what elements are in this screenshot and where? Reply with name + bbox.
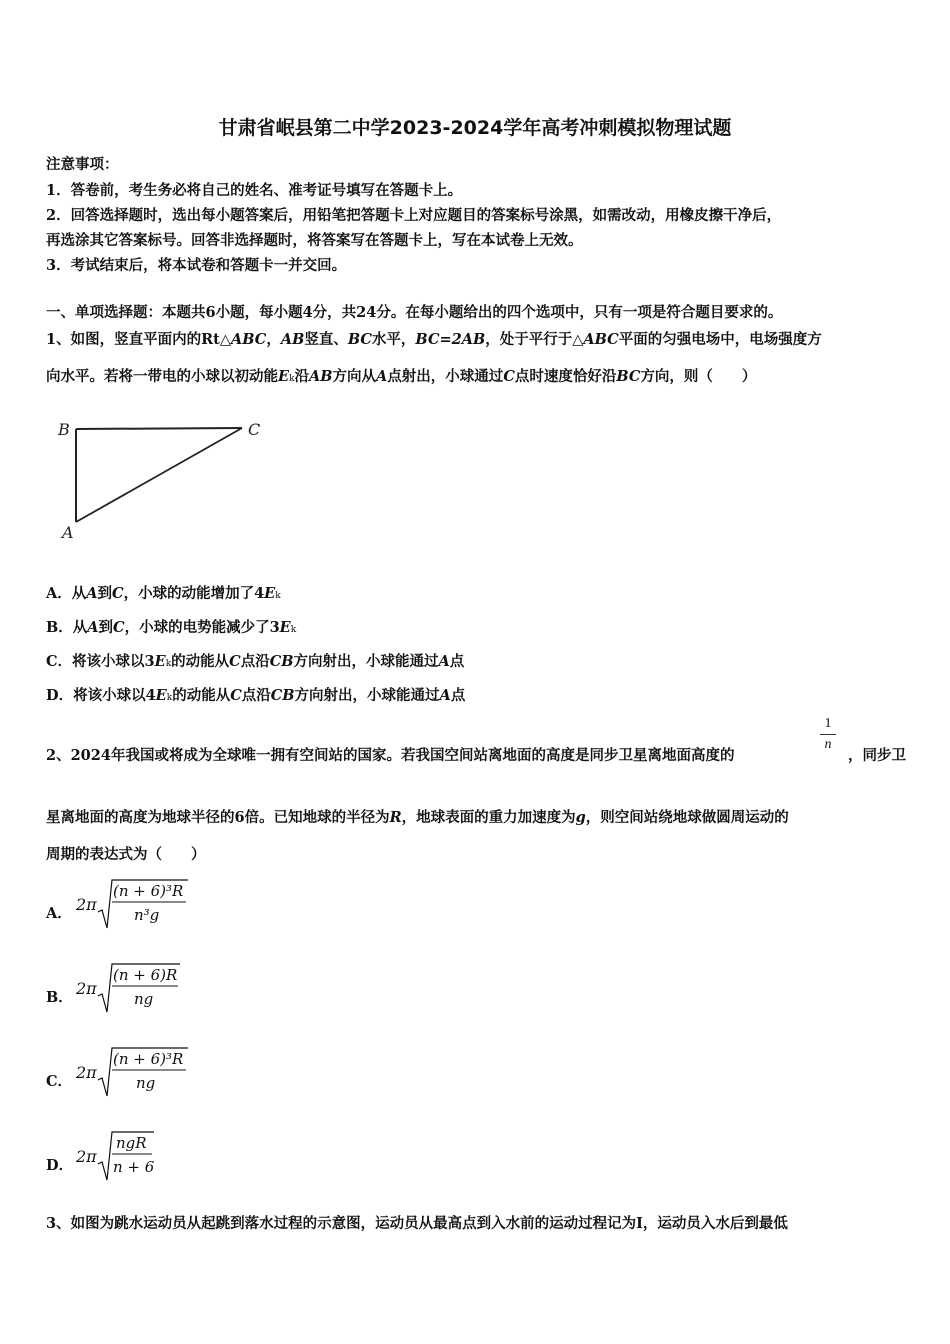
- frac-denominator: n: [824, 737, 832, 752]
- q2-stem-line1-tail: ，同步卫: [848, 747, 906, 764]
- svg-text:2π: 2π: [76, 895, 97, 914]
- q3-stem-line1: 3、如图为跳水运动员从起跳到落水过程的示意图，运动员从最高点到入水前的运动过程记为I，运动员入水后到最低: [46, 1215, 788, 1232]
- triangle-figure: [52, 408, 282, 548]
- q2-stem-line2: 星离地面的高度为地球半径的6倍。已知地球的半径为R，地球表面的重力加速度为g，则空间站绕地球做圆周运动的: [46, 809, 789, 826]
- notice-item-1: 1．答卷前，考生务必将自己的姓名、准考证号填写在答题卡上。: [46, 182, 463, 199]
- notice-item-2-cont: 再选涂其它答案标号。回答非选择题时，将答案写在答题卡上，写在本试卷上无效。: [46, 232, 583, 249]
- svg-text:ng: ng: [134, 990, 154, 1008]
- q2-option-a-label[interactable]: A．: [46, 905, 72, 922]
- section-heading: 一、单项选择题：本题共6小题，每小题4分，共24分。在每小题给出的四个选项中，只有一项是符合题目要求的。: [46, 304, 783, 321]
- svg-text:2π: 2π: [76, 979, 97, 998]
- svg-text:2π: 2π: [76, 1063, 97, 1082]
- q2-stem-line3: 周期的表达式为（ ）: [46, 846, 206, 863]
- page-title: 甘肃省岷县第二中学2023-2024学年高考冲刺模拟物理试题: [218, 117, 732, 139]
- svg-text:ngR: ngR: [116, 1134, 147, 1152]
- q1-stem-line2: 向水平。若将一带电的小球以初动能Ek沿AB方向从A点射出，小球通过C点时速度恰好沿BC方向，则（ ）: [46, 368, 757, 385]
- q1-option-c[interactable]: C．将该小球以3Ek的动能从C点沿CB方向射出，小球能通过A点: [46, 653, 465, 670]
- label-a: A: [62, 523, 74, 542]
- notice-item-3: 3．考试结束后，将本试卷和答题卡一并交回。: [46, 257, 347, 274]
- svg-text:n³g: n³g: [134, 906, 160, 924]
- q1-stem-line1: 1、如图，竖直平面内的Rt△ABC，AB竖直、BC水平，BC=2AB，处于平行于△ABC平面的匀强电场中，电场强度方: [46, 331, 822, 348]
- q1-option-a[interactable]: A．从A到C，小球的动能增加了4Ek: [46, 585, 281, 602]
- q2-option-d-label[interactable]: D．: [46, 1157, 74, 1174]
- q2-option-a-formula[interactable]: [76, 874, 196, 934]
- q1-option-b[interactable]: B．从A到C，小球的电势能减少了3Ek: [46, 619, 297, 636]
- fraction-one-over-n: [820, 716, 836, 753]
- svg-text:n + 6: n + 6: [113, 1158, 155, 1176]
- side-bc: [76, 428, 242, 429]
- q2-option-c-label[interactable]: C．: [46, 1073, 73, 1090]
- label-c: C: [248, 420, 261, 439]
- frac-numerator: 1: [820, 716, 836, 735]
- q2-option-d-formula[interactable]: [76, 1126, 196, 1186]
- label-b: B: [58, 420, 70, 439]
- svg-text:(n + 6)³R: (n + 6)³R: [113, 1050, 184, 1068]
- q2-stem-line1: 2、2024年我国或将成为全球唯一拥有空间站的国家。若我国空间站离地面的高度是同步卫星离地面高度的: [46, 747, 735, 764]
- q1-option-d[interactable]: D．将该小球以4Ek的动能从C点沿CB方向射出，小球能通过A点: [46, 687, 466, 704]
- notice-item-2: 2．回答选择题时，选出每小题答案后，用铅笔把答题卡上对应题目的答案标号涂黑，如需改动，用橡皮擦干净后，: [46, 207, 782, 224]
- svg-text:(n + 6)R: (n + 6)R: [113, 966, 178, 984]
- svg-text:2π: 2π: [76, 1147, 97, 1166]
- svg-text:(n + 6)³R: (n + 6)³R: [113, 882, 184, 900]
- side-ac: [76, 428, 242, 522]
- notice-heading: 注意事项：: [46, 156, 119, 173]
- q2-option-b-formula[interactable]: [76, 958, 196, 1018]
- q2-option-b-label[interactable]: B．: [46, 989, 73, 1006]
- svg-text:ng: ng: [136, 1074, 156, 1092]
- q2-option-c-formula[interactable]: [76, 1042, 196, 1102]
